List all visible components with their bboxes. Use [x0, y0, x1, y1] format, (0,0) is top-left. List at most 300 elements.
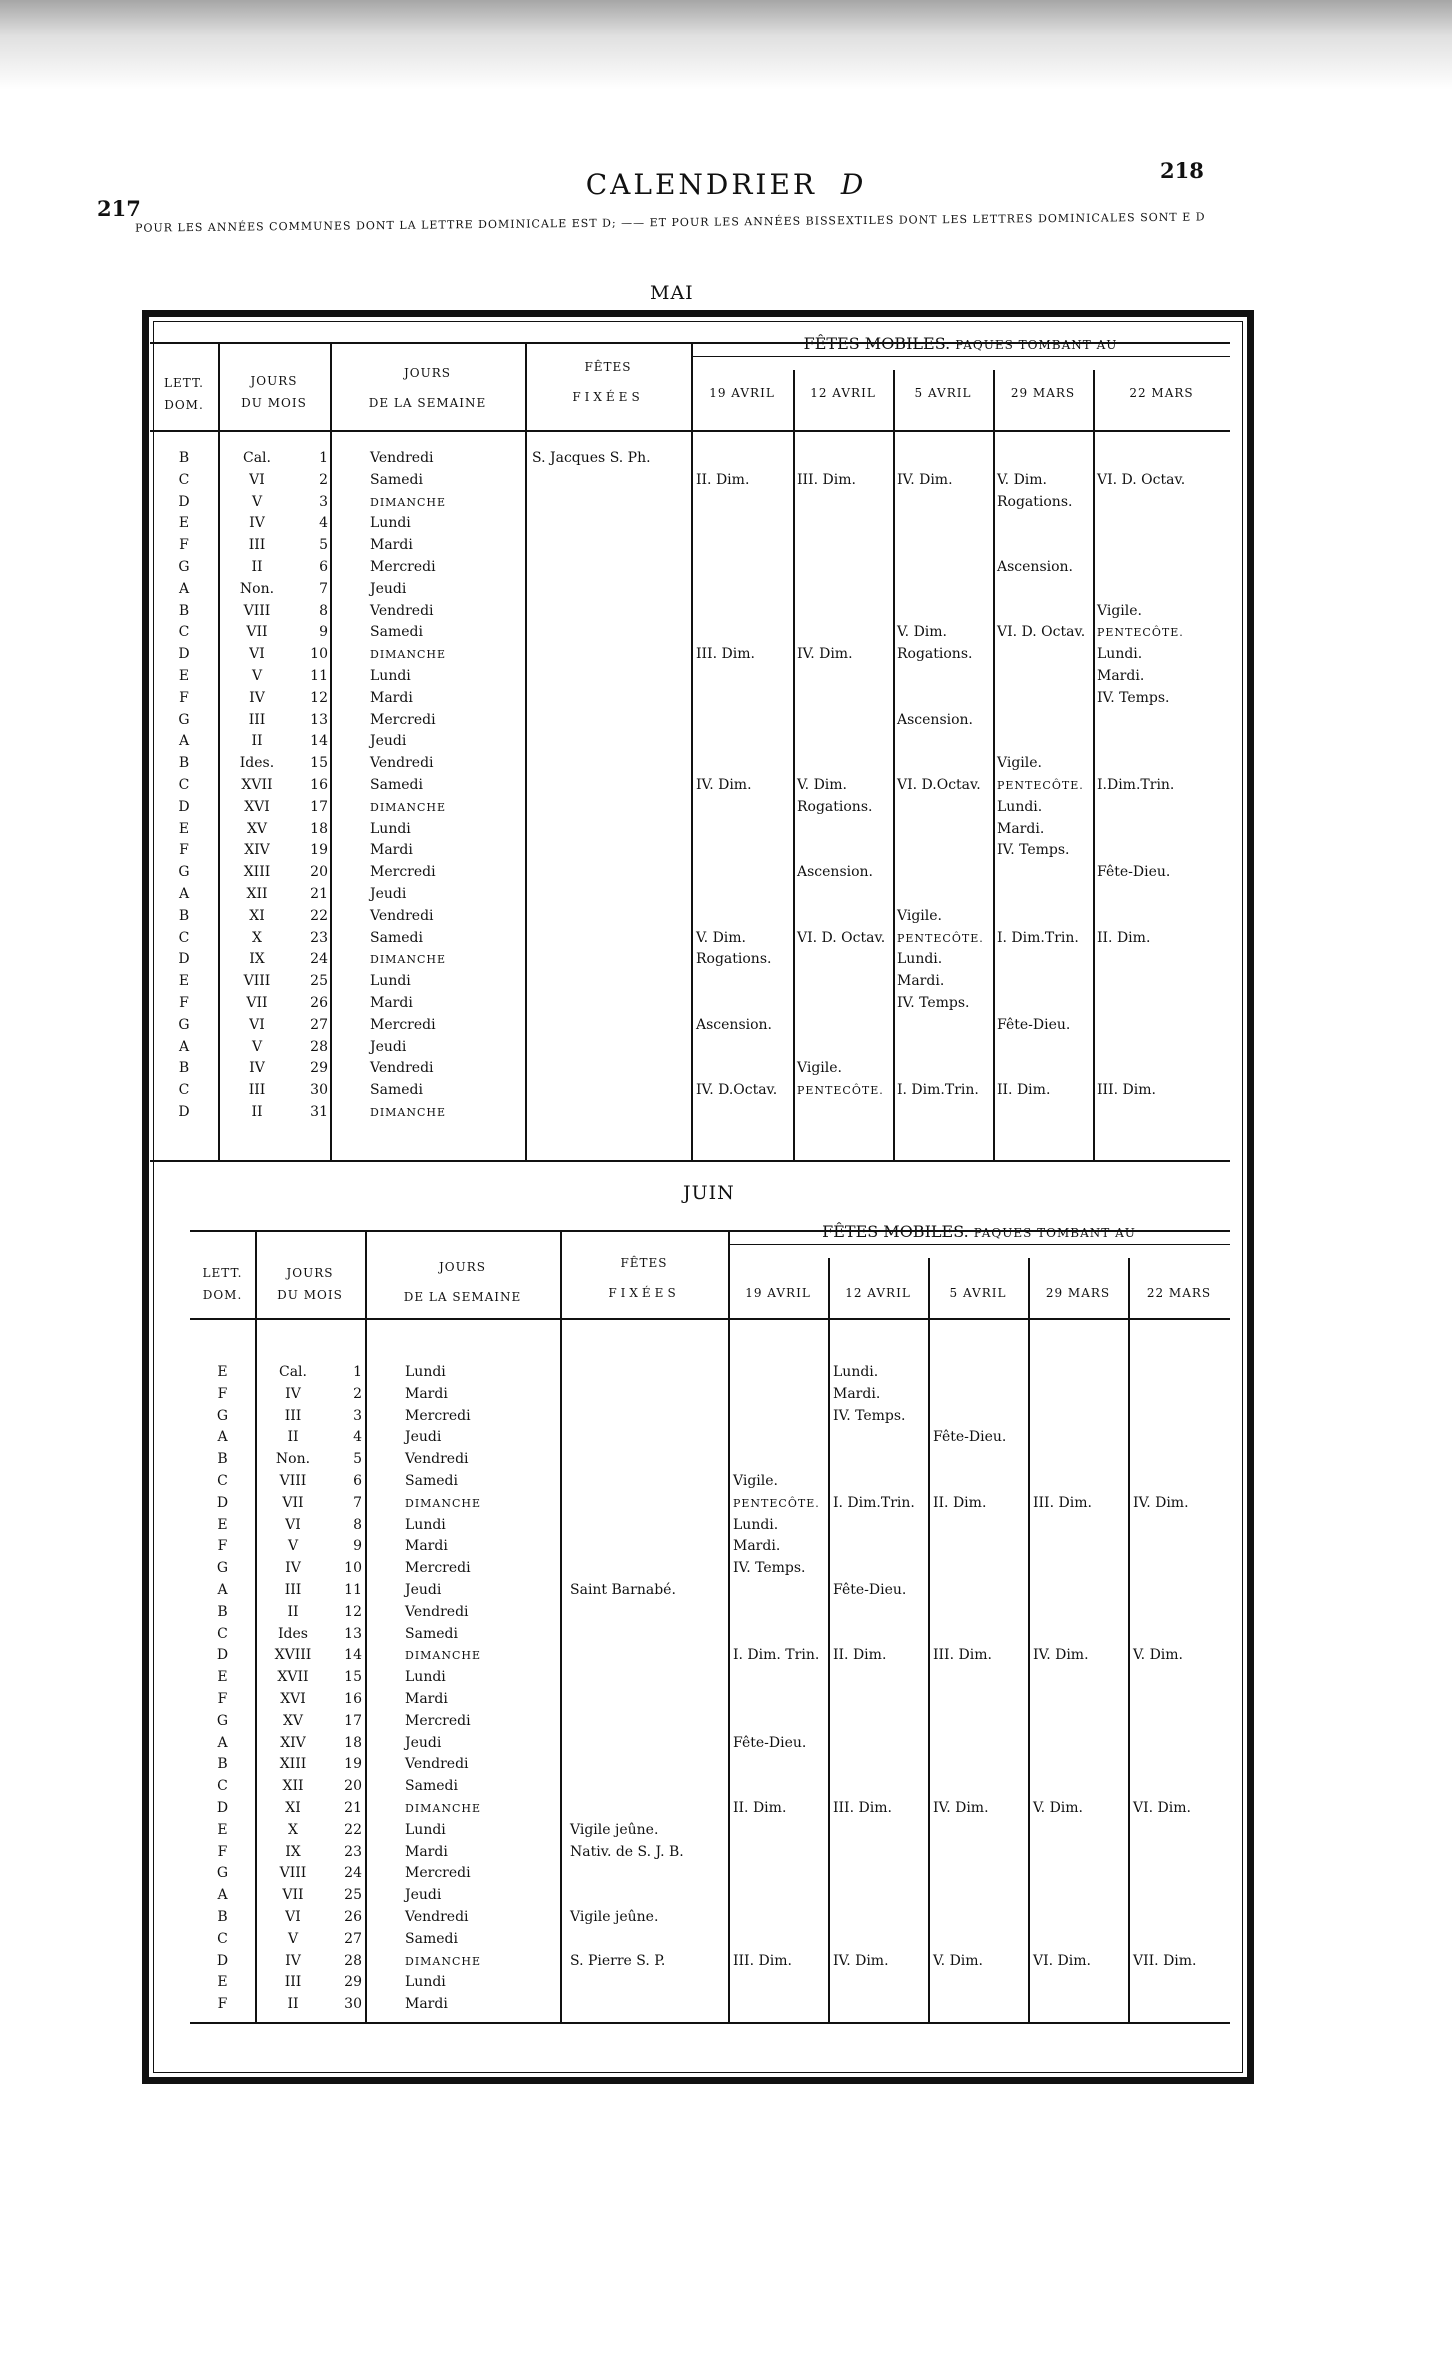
juin-paques-22-mars-cell	[1133, 1820, 1229, 1842]
juin-paques-29-mars-cell	[1033, 1667, 1128, 1689]
mai-paques-12-avril-cell	[797, 1102, 892, 1124]
mai-jour-cell: 9	[319, 624, 328, 641]
juin-paques-22-mars-cell: VII. Dim.	[1133, 1952, 1197, 1969]
mai-lettre-cell: G	[178, 558, 190, 575]
juin-paques-22-mars-cell	[1133, 1406, 1229, 1428]
mai-semaine-cell: Jeudi	[370, 885, 407, 902]
juin-paques-12-avril-cell	[833, 1842, 928, 1864]
mai-header-jours-mois: JOURS DU MOIS	[241, 374, 307, 410]
juin-jour-column	[328, 1362, 362, 2016]
mai-lettre-cell: D	[178, 493, 190, 510]
mai-paques-12-avril-cell	[797, 622, 892, 644]
mai-roman-cell: VII	[246, 994, 268, 1011]
juin-lettre-cell: G	[216, 1407, 229, 1424]
mai-paques-5-avril-cell	[897, 862, 992, 884]
mai-paques-19-avril-cell	[696, 1058, 792, 1080]
juin-paques-19-avril-cell	[733, 1711, 828, 1733]
juin-paques-19-avril-cell	[733, 1929, 828, 1951]
mai-paques-19-avril-cell	[696, 906, 792, 928]
juin-header-rule	[190, 1318, 1230, 1320]
mai-jour-cell: 22	[310, 907, 328, 924]
juin-paques-12-avril-cell	[833, 1558, 928, 1580]
right-page-number: 218	[1160, 158, 1204, 183]
mai-jour-cell: 15	[310, 755, 328, 772]
juin-paques-19-avril-column	[733, 1362, 828, 2016]
mai-paques-19-avril-cell	[696, 731, 792, 753]
mai-paques-12-avril-cell	[797, 993, 892, 1015]
juin-fete-fixee-cell	[570, 1362, 725, 1384]
mai-jour-cell: 14	[310, 733, 328, 750]
mai-roman-cell: VII	[246, 624, 268, 641]
juin-paques-12-avril-cell: Lundi.	[833, 1364, 879, 1380]
juin-fete-fixee-cell: Vigile jeûne.	[570, 1821, 659, 1838]
juin-fete-fixee-cell	[570, 1689, 725, 1711]
juin-paques-22-mars-cell	[1133, 1907, 1229, 1929]
mai-header-date: 12 AVRIL	[810, 386, 876, 400]
mai-paques-19-avril-cell	[696, 622, 792, 644]
mai-paques-5-avril-cell	[897, 688, 992, 710]
juin-roman-cell: II	[287, 1429, 299, 1446]
juin-paques-12-avril-cell	[833, 1667, 928, 1689]
juin-paques-22-mars-cell	[1133, 1558, 1229, 1580]
mai-paques-5-avril-cell	[897, 753, 992, 775]
juin-paques-5-avril-cell	[933, 1536, 1028, 1558]
juin-lettre-cell: C	[217, 1472, 228, 1489]
mai-paques-29-mars-cell: VI. D. Octav.	[997, 624, 1086, 641]
mai-jour-cell: 29	[310, 1060, 328, 1077]
juin-roman-cell: VI	[285, 1908, 301, 1925]
juin-paques-29-mars-cell: IV. Dim.	[1033, 1647, 1089, 1664]
juin-semaine-cell: Jeudi	[405, 1887, 442, 1904]
mai-fete-fixee-cell	[532, 622, 687, 644]
mai-paques-12-avril-cell	[797, 579, 892, 601]
mai-paques-29-mars-cell	[997, 448, 1092, 470]
juin-paques-19-avril-cell: Vigile.	[733, 1472, 778, 1489]
juin-semaine-cell: Vendredi	[405, 1908, 469, 1925]
mai-semaine-cell: Vendredi	[370, 1060, 434, 1077]
mai-paques-12-avril-cell	[797, 557, 892, 579]
mai-header-fetes-fixees: FÊTES FIXÉES	[572, 360, 644, 404]
mai-header-date: 29 MARS	[1010, 386, 1076, 400]
mai-lettre-cell: C	[178, 929, 190, 946]
juin-fete-fixee-cell	[570, 1449, 725, 1471]
mai-paques-19-avril-cell	[696, 862, 792, 884]
juin-roman-cell: VII	[282, 1494, 304, 1511]
mai-roman-cell: II	[251, 558, 263, 575]
juin-roman-cell: XIV	[280, 1734, 306, 1751]
juin-paques-22-mars-cell	[1133, 1733, 1229, 1755]
mai-jour-cell: 12	[310, 689, 328, 706]
mai-paques-12-avril-cell: PENTECÔTE.	[797, 1084, 884, 1098]
mai-paques-12-avril-cell	[797, 688, 892, 710]
mai-lettre-cell: D	[178, 951, 190, 968]
juin-paques-5-avril-cell	[933, 1863, 1028, 1885]
mai-paques-5-avril-cell	[897, 579, 992, 601]
mai-paques-12-avril-cell: Vigile.	[797, 1060, 842, 1077]
juin-paques-22-mars-cell	[1133, 1842, 1229, 1864]
mai-paques-12-avril-cell	[797, 884, 892, 906]
mai-header-fetes-mobiles: FÊTES MOBILES. PAQUES TOMBANT AU	[803, 334, 1118, 353]
juin-jour-cell: 15	[344, 1669, 362, 1686]
mai-paques-29-mars-cell	[997, 1058, 1092, 1080]
mai-paques-12-avril-cell	[797, 840, 892, 862]
mai-paques-5-avril-cell	[897, 1015, 992, 1037]
juin-paques-12-avril-cell: II. Dim.	[833, 1647, 887, 1664]
mai-roman-cell: III	[248, 537, 266, 554]
mai-paques-29-mars-cell	[997, 1102, 1092, 1124]
juin-paques-19-avril-cell: IV. Temps.	[733, 1560, 806, 1577]
mai-paques-29-mars-cell	[997, 579, 1092, 601]
mai-fete-fixee-cell	[532, 644, 687, 666]
mai-roman-cell: V	[251, 493, 263, 510]
juin-lettre-cell: E	[217, 1364, 228, 1380]
mai-jour-cell: 6	[319, 558, 328, 575]
juin-roman-cell: IV	[285, 1560, 301, 1577]
mai-roman-cell: XI	[249, 907, 265, 924]
mai-paques-29-mars-cell	[997, 906, 1092, 928]
juin-header-fetes-mobiles: FÊTES MOBILES. PAQUES TOMBANT AU	[822, 1222, 1136, 1241]
juin-paques-22-mars-cell	[1133, 1471, 1229, 1493]
mai-paques-22-mars-cell	[1097, 753, 1229, 775]
juin-paques-12-avril-cell	[833, 1929, 928, 1951]
mai-paques-12-avril-cell: IV. Dim.	[797, 646, 853, 663]
juin-paques-12-avril-cell	[833, 1885, 928, 1907]
mai-bottom-rule	[150, 1160, 1230, 1162]
juin-semaine-cell: Mardi	[405, 1385, 448, 1402]
mai-fete-fixee-cell	[532, 775, 687, 797]
juin-paques-29-mars-cell	[1033, 1994, 1128, 2016]
juin-paques-19-avril-cell	[733, 1624, 828, 1646]
juin-lettre-cell: E	[217, 1669, 228, 1686]
mai-paques-19-avril-cell: IV. Dim.	[696, 776, 752, 793]
juin-paques-22-mars-cell	[1133, 1776, 1229, 1798]
mai-roman-cell: V	[251, 667, 263, 684]
mai-paques-22-mars-cell	[1097, 731, 1229, 753]
juin-paques-5-avril-cell	[933, 1580, 1028, 1602]
mai-roman-cell: II	[251, 1103, 263, 1120]
juin-fete-fixee-cell	[570, 1427, 725, 1449]
mai-fete-fixee-cell	[532, 1058, 687, 1080]
mai-paques-29-mars-cell	[997, 884, 1092, 906]
juin-roman-cell: XI	[285, 1799, 301, 1816]
mai-paques-22-mars-cell	[1097, 906, 1229, 928]
juin-lettre-cell: F	[217, 1385, 228, 1402]
left-page-number: 217	[97, 196, 141, 221]
juin-paques-22-mars-cell	[1133, 1515, 1229, 1537]
mai-paques-29-mars-cell	[997, 949, 1092, 971]
mai-paques-12-avril-cell	[797, 753, 892, 775]
juin-roman-cell: Cal.	[279, 1364, 307, 1380]
mai-divider	[893, 370, 895, 1160]
juin-paques-29-mars-cell	[1033, 1711, 1128, 1733]
juin-paques-22-mars-cell	[1133, 1711, 1229, 1733]
mai-paques-12-avril-cell: Rogations.	[797, 798, 873, 815]
juin-paques-12-avril-cell: IV. Temps.	[833, 1407, 906, 1424]
juin-paques-12-avril-cell	[833, 1711, 928, 1733]
mai-roman-cell: VI	[249, 646, 265, 663]
juin-lettre-cell: E	[217, 1516, 228, 1533]
mai-paques-22-mars-cell	[1097, 971, 1229, 993]
juin-bottom-rule	[190, 2022, 1230, 2024]
mai-fete-fixee-cell	[532, 949, 687, 971]
mai-paques-5-avril-cell	[897, 557, 992, 579]
juin-header-lett-dom: LETT. DOM.	[202, 1266, 243, 1302]
juin-header-date: 29 MARS	[1045, 1286, 1111, 1300]
mai-jour-cell: 21	[310, 885, 328, 902]
mai-fete-fixee-cell	[532, 1102, 687, 1124]
mai-lettre-cell: F	[179, 689, 189, 706]
juin-paques-12-avril-cell	[833, 1471, 928, 1493]
mai-semaine-cell: Samedi	[370, 471, 423, 488]
mai-paques-22-mars-cell: I.Dim.Trin.	[1097, 776, 1175, 793]
juin-paques-5-avril-cell	[933, 1754, 1028, 1776]
juin-paques-19-avril-cell: Mardi.	[733, 1538, 781, 1555]
juin-semaine-cell: Jeudi	[405, 1734, 442, 1751]
month-title-mai: MAI	[650, 282, 694, 304]
mai-paques-5-avril-cell	[897, 731, 992, 753]
juin-paques-19-avril-cell: I. Dim. Trin.	[733, 1647, 820, 1664]
mai-lettre-cell: G	[178, 864, 190, 881]
juin-lettre-cell: E	[217, 1821, 228, 1838]
juin-paques-22-mars-cell	[1133, 1427, 1229, 1449]
mai-semaine-cell: Jeudi	[370, 733, 407, 750]
mai-paques-22-mars-cell	[1097, 1015, 1229, 1037]
juin-paques-22-mars-cell	[1133, 1449, 1229, 1471]
juin-paques-12-avril-cell	[833, 1733, 928, 1755]
juin-paques-12-avril-column	[833, 1362, 928, 2016]
juin-roman-cell: IV	[285, 1952, 301, 1969]
mai-paques-5-avril-cell	[897, 492, 992, 514]
juin-jour-cell: 27	[344, 1930, 362, 1947]
mai-paques-5-avril-cell	[897, 601, 992, 623]
mai-paques-12-avril-cell	[797, 971, 892, 993]
juin-paques-22-mars-cell	[1133, 1602, 1229, 1624]
mai-jour-cell: 5	[319, 537, 328, 554]
mai-paques-12-avril-cell	[797, 1015, 892, 1037]
mai-lettre-cell: A	[178, 580, 190, 597]
juin-divider	[365, 1230, 367, 2022]
mai-paques-29-mars-column	[997, 448, 1092, 1124]
mai-paques-5-avril-cell: Ascension.	[897, 711, 973, 728]
mai-paques-19-avril-cell	[696, 884, 792, 906]
mai-fete-fixee-cell	[532, 688, 687, 710]
mai-semaine-cell: Samedi	[370, 776, 423, 793]
juin-paques-5-avril-cell	[933, 1820, 1028, 1842]
juin-roman-cell: VIII	[279, 1865, 307, 1882]
mai-paques-12-avril-cell	[797, 535, 892, 557]
juin-paques-29-mars-cell	[1033, 1820, 1128, 1842]
mai-roman-cell: III	[248, 1082, 266, 1099]
juin-paques-12-avril-cell: Mardi.	[833, 1385, 881, 1402]
mai-paques-22-mars-cell: Mardi.	[1097, 667, 1145, 684]
juin-paques-5-avril-cell	[933, 1515, 1028, 1537]
mai-paques-29-mars-cell: I. Dim.Trin.	[997, 929, 1079, 946]
mai-paques-22-mars-cell: Fête-Dieu.	[1097, 864, 1171, 881]
juin-jour-cell: 21	[344, 1799, 362, 1816]
juin-semaine-cell: Jeudi	[405, 1581, 442, 1598]
mai-semaine-cell: DIMANCHE	[370, 1105, 447, 1119]
juin-jour-cell: 22	[344, 1821, 362, 1838]
juin-paques-5-avril-cell	[933, 1842, 1028, 1864]
mai-jour-cell: 16	[310, 776, 328, 793]
juin-header-jours-mois: JOURS DU MOIS	[277, 1266, 343, 1302]
mai-roman-cell: XVII	[241, 776, 273, 793]
juin-paques-19-avril-cell	[733, 1689, 828, 1711]
mai-paques-5-avril-cell	[897, 819, 992, 841]
juin-semaine-cell: Mercredi	[405, 1865, 471, 1882]
mai-paques-29-mars-cell	[997, 862, 1092, 884]
mai-paques-19-avril-cell	[696, 819, 792, 841]
mai-lettre-cell: D	[178, 798, 190, 815]
mai-paques-22-mars-cell	[1097, 535, 1229, 557]
mai-jour-cell: 7	[319, 580, 328, 597]
juin-paques-22-mars-cell	[1133, 1885, 1229, 1907]
mai-paques-22-mars-cell	[1097, 949, 1229, 971]
juin-jour-cell: 11	[344, 1581, 362, 1598]
juin-fete-fixee-cell	[570, 1754, 725, 1776]
juin-header-fetes-fixees: FÊTES FIXÉES	[608, 1256, 680, 1300]
mai-fete-fixee-cell	[532, 993, 687, 1015]
mai-lettre-cell: F	[179, 994, 189, 1011]
mai-semaine-cell: Mercredi	[370, 558, 436, 575]
mai-semaine-cell: Mardi	[370, 537, 413, 554]
mai-paques-5-avril-cell	[897, 535, 992, 557]
juin-paques-29-mars-cell	[1033, 1536, 1128, 1558]
mai-fete-fixee-cell	[532, 840, 687, 862]
juin-header-date: 5 AVRIL	[949, 1286, 1007, 1300]
juin-roman-cell: Ides	[278, 1625, 308, 1642]
mai-semaine-cell: Vendredi	[370, 450, 434, 466]
mai-paques-19-avril-cell: III. Dim.	[696, 646, 755, 663]
mai-paques-5-avril-cell: Mardi.	[897, 973, 945, 990]
juin-semaine-cell: Mercredi	[405, 1560, 471, 1577]
mai-fete-fixee-cell	[532, 579, 687, 601]
mai-divider	[993, 370, 995, 1160]
juin-fete-fixee-cell	[570, 1602, 725, 1624]
mai-semaine-cell: Mardi	[370, 689, 413, 706]
juin-jour-cell: 4	[353, 1429, 362, 1446]
juin-paques-22-mars-cell	[1133, 1863, 1229, 1885]
mai-semaine-cell: Lundi	[370, 667, 411, 684]
juin-roman-cell: XVI	[280, 1690, 306, 1707]
juin-paques-5-avril-cell: V. Dim.	[933, 1952, 983, 1969]
juin-paques-22-mars-cell: IV. Dim.	[1133, 1494, 1189, 1511]
mai-paques-19-avril-cell	[696, 971, 792, 993]
mai-paques-12-avril-cell: Ascension.	[797, 864, 873, 881]
mai-jour-column	[292, 448, 328, 1124]
juin-lettre-cell: D	[216, 1647, 229, 1664]
juin-paques-29-mars-cell	[1033, 1515, 1128, 1537]
juin-semaine-cell: Samedi	[405, 1472, 458, 1489]
juin-header-date: 12 AVRIL	[845, 1286, 911, 1300]
juin-fete-fixee-cell	[570, 1624, 725, 1646]
mai-paques-19-avril-cell	[696, 448, 792, 470]
juin-paques-19-avril-cell	[733, 1602, 828, 1624]
mai-paques-5-avril-cell: V. Dim.	[897, 624, 947, 641]
juin-paques-12-avril-cell	[833, 1754, 928, 1776]
juin-paques-5-avril-cell: II. Dim.	[933, 1494, 987, 1511]
juin-fete-fixee-cell	[570, 1384, 725, 1406]
mai-jour-cell: 2	[319, 471, 328, 488]
juin-roman-cell: VII	[282, 1887, 304, 1904]
juin-lettre-cell: G	[216, 1560, 229, 1577]
mai-roman-cell: VI	[249, 471, 265, 488]
juin-paques-19-avril-cell: PENTECÔTE.	[733, 1496, 820, 1510]
mai-paques-19-avril-cell	[696, 840, 792, 862]
mai-semaine-cell: Samedi	[370, 1082, 423, 1099]
mai-paques-22-mars-cell: III. Dim.	[1097, 1082, 1156, 1099]
mai-paques-22-mars-cell	[1097, 819, 1229, 841]
juin-paques-22-mars-cell	[1133, 1536, 1229, 1558]
juin-roman-cell: XV	[282, 1712, 304, 1729]
mai-paques-5-avril-cell	[897, 1102, 992, 1124]
mai-paques-5-avril-cell: I. Dim.Trin.	[897, 1082, 979, 1099]
mai-fete-fixee-cell	[532, 666, 687, 688]
juin-semaine-cell: Mardi	[405, 1843, 448, 1860]
mai-jour-cell: 18	[310, 820, 328, 837]
juin-lettre-cell: B	[217, 1451, 228, 1468]
juin-fete-fixee-cell	[570, 1863, 725, 1885]
mai-semaine-cell: Lundi	[370, 515, 411, 532]
juin-paques-12-avril-cell	[833, 1820, 928, 1842]
mai-paques-12-avril-cell	[797, 731, 892, 753]
juin-fete-fixee-cell	[570, 1798, 725, 1820]
juin-paques-19-avril-cell: III. Dim.	[733, 1952, 792, 1969]
mai-semaine-cell: Samedi	[370, 624, 423, 641]
mai-fete-fixee-cell	[532, 819, 687, 841]
juin-paques-29-mars-cell	[1033, 1427, 1128, 1449]
mai-paques-22-mars-cell: IV. Temps.	[1097, 689, 1170, 706]
juin-roman-column	[258, 1362, 328, 2016]
mai-lettre-cell: A	[178, 1038, 190, 1055]
juin-roman-cell: VI	[285, 1516, 301, 1533]
mai-jour-cell: 11	[310, 667, 328, 684]
mai-jour-cell: 3	[319, 493, 328, 510]
mai-jour-cell: 25	[310, 973, 328, 990]
mai-paques-29-mars-cell: Lundi.	[997, 798, 1043, 815]
mai-paques-19-avril-cell	[696, 666, 792, 688]
mai-roman-cell: X	[252, 929, 262, 946]
juin-divider	[1028, 1258, 1030, 2022]
mai-paques-19-avril-cell	[696, 797, 792, 819]
juin-paques-29-mars-cell	[1033, 1449, 1128, 1471]
juin-fete-fixee-cell: Vigile jeûne.	[570, 1908, 659, 1925]
mai-paques-29-mars-cell	[997, 535, 1092, 557]
juin-lettre-cell: B	[217, 1908, 228, 1925]
juin-fete-fixee-cell	[570, 1972, 725, 1994]
mai-paques-19-avril-cell	[696, 601, 792, 623]
mai-paques-19-avril-cell	[696, 557, 792, 579]
juin-jour-cell: 1	[353, 1364, 362, 1380]
mai-roman-cell: V	[251, 1038, 263, 1055]
juin-jour-cell: 20	[344, 1778, 362, 1795]
juin-jour-cell: 25	[344, 1887, 362, 1904]
mai-paques-5-avril-cell	[897, 666, 992, 688]
mai-semaine-cell: Jeudi	[370, 580, 407, 597]
mai-jour-cell: 23	[310, 929, 328, 946]
juin-paques-5-avril-cell	[933, 1624, 1028, 1646]
juin-paques-5-avril-cell	[933, 1449, 1028, 1471]
mai-divider	[793, 370, 795, 1160]
juin-paques-29-mars-cell	[1033, 1362, 1128, 1384]
mai-paques-5-avril-cell: IV. Dim.	[897, 471, 953, 488]
juin-paques-29-mars-cell	[1033, 1558, 1128, 1580]
juin-jour-cell: 7	[353, 1494, 362, 1511]
mai-paques-5-avril-cell	[897, 448, 992, 470]
mai-fete-fixee-cell	[532, 1015, 687, 1037]
mai-paques-19-avril-cell	[696, 492, 792, 514]
juin-jour-cell: 6	[353, 1472, 362, 1489]
